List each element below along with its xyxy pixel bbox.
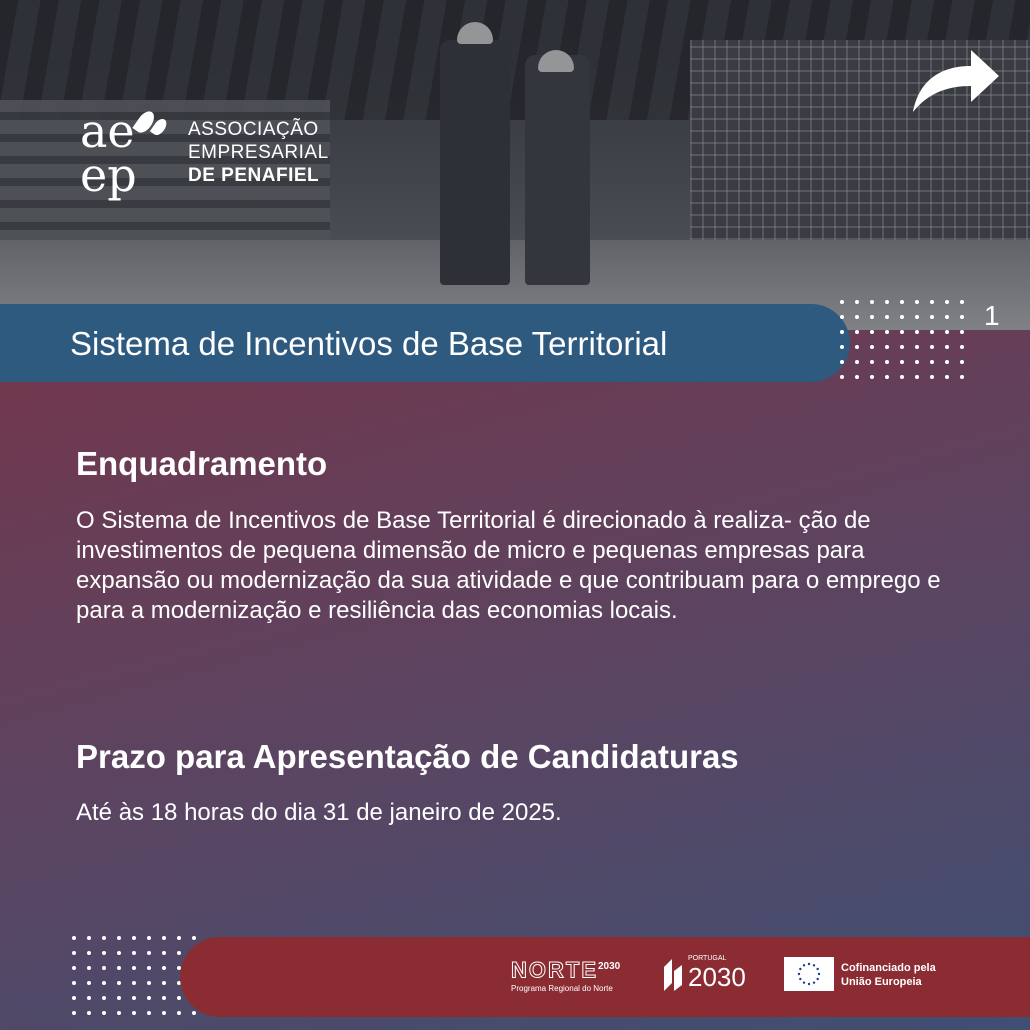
dot (930, 330, 934, 334)
dot (132, 966, 136, 970)
dot (72, 936, 76, 940)
dot (960, 360, 964, 364)
dot (117, 966, 121, 970)
dot (960, 345, 964, 349)
dot (102, 951, 106, 955)
dot (855, 360, 859, 364)
dot (945, 300, 949, 304)
logo-line-3: DE PENAFIEL (188, 165, 320, 186)
dot (900, 315, 904, 319)
dot (870, 315, 874, 319)
dot (930, 300, 934, 304)
dot (147, 951, 151, 955)
dot (132, 981, 136, 985)
dot (147, 966, 151, 970)
dot (102, 966, 106, 970)
eu-star (799, 968, 801, 970)
dot (147, 936, 151, 940)
dot (147, 981, 151, 985)
dot (945, 345, 949, 349)
eu-star (798, 973, 800, 975)
dot (87, 1011, 91, 1015)
dot (900, 375, 904, 379)
dot (945, 315, 949, 319)
dot (930, 360, 934, 364)
dot (960, 375, 964, 379)
dot (192, 1011, 196, 1015)
dot (117, 981, 121, 985)
dot (102, 1011, 106, 1015)
eu-star (803, 964, 805, 966)
dot (177, 1011, 181, 1015)
dot (885, 330, 889, 334)
dot (147, 996, 151, 1000)
dot (102, 996, 106, 1000)
norte-2030-logo (511, 955, 620, 993)
dot (915, 345, 919, 349)
norte-year-bottom: 30 (609, 961, 621, 972)
dot (840, 360, 844, 364)
dot (840, 315, 844, 319)
title-banner (0, 304, 850, 382)
dot (162, 981, 166, 985)
dot (930, 315, 934, 319)
eu-flag-icon (784, 957, 834, 991)
norte-subtitle: Programa Regional do Norte (511, 984, 613, 994)
dot (900, 345, 904, 349)
section-body-enquadramento: O Sistema de Incentivos de Base Territorial é direcionado à realiza- ção de investimentos de pequena dimensão de micro e pequenas empresas para expansão ou modernização da sua atividade e que contribuam para o emprego e para a modernização e resiliência das economias locais. (76, 507, 941, 624)
dot (177, 951, 181, 955)
dot (72, 1011, 76, 1015)
eu-star (808, 983, 810, 985)
dot (87, 966, 91, 970)
dot (72, 966, 76, 970)
dot (177, 996, 181, 1000)
eu-star (816, 968, 818, 970)
eu-star (813, 964, 815, 966)
aep-logo (80, 104, 329, 208)
dot (945, 330, 949, 334)
eu-star (803, 981, 805, 983)
section-body-prazo: Até às 18 horas do dia 31 de janeiro de 2025. (76, 799, 562, 826)
portugal-year: 2030 (688, 962, 746, 992)
dot (885, 300, 889, 304)
section-heading-enquadramento: Enquadramento (76, 445, 328, 482)
dot (900, 330, 904, 334)
dot (915, 360, 919, 364)
dot (855, 300, 859, 304)
dot (885, 315, 889, 319)
dot (900, 300, 904, 304)
norte-name: NORTE (511, 957, 598, 983)
eu-line-2: União Europeia (841, 976, 922, 988)
dot (162, 951, 166, 955)
logo-line-1: ASSOCIAÇÃO (188, 119, 319, 140)
share-arrow-icon[interactable] (905, 40, 1005, 120)
dot (960, 315, 964, 319)
dot (132, 936, 136, 940)
eu-star (799, 978, 801, 980)
dot (102, 936, 106, 940)
portugal-2030-icon (662, 957, 684, 991)
dot (87, 996, 91, 1000)
eu-star (818, 973, 820, 975)
eu-line-1: Cofinanciado pela (841, 962, 936, 974)
eu-star (813, 981, 815, 983)
monogram-bottom: ep (80, 148, 137, 202)
dot (870, 330, 874, 334)
logo-wordmark (188, 108, 329, 187)
dot (870, 360, 874, 364)
aep-monogram (80, 104, 170, 208)
dot (117, 996, 121, 1000)
dot (870, 300, 874, 304)
dot (915, 330, 919, 334)
dot (885, 345, 889, 349)
dot (132, 1011, 136, 1015)
dot (900, 360, 904, 364)
portugal-2030-logo (662, 955, 746, 991)
dot (930, 345, 934, 349)
dot (132, 996, 136, 1000)
dot (960, 300, 964, 304)
dot (132, 951, 136, 955)
dot (102, 981, 106, 985)
dot (840, 300, 844, 304)
dot (162, 966, 166, 970)
norte-wordmark (511, 955, 620, 982)
dot (915, 375, 919, 379)
dot (177, 936, 181, 940)
dot (930, 375, 934, 379)
dot (162, 936, 166, 940)
dot (117, 951, 121, 955)
eu-star (816, 978, 818, 980)
dot (117, 1011, 121, 1015)
dot (945, 360, 949, 364)
dot (162, 1011, 166, 1015)
dot (870, 375, 874, 379)
dot (87, 951, 91, 955)
dot (960, 330, 964, 334)
dot (855, 330, 859, 334)
dot (945, 375, 949, 379)
dot (192, 936, 196, 940)
dot (840, 375, 844, 379)
dot (117, 936, 121, 940)
eu-star (808, 963, 810, 965)
page-number: 1 (984, 300, 1000, 331)
dot (87, 981, 91, 985)
monogram-top: ae (80, 104, 135, 158)
dot (87, 936, 91, 940)
dot (855, 345, 859, 349)
dot (840, 330, 844, 334)
dot (885, 360, 889, 364)
section-heading-prazo: Prazo para Apresentação de Candidaturas (76, 738, 739, 775)
portugal-label: PORTUGAL (688, 955, 727, 962)
dot (72, 951, 76, 955)
dot (147, 1011, 151, 1015)
logo-line-2: EMPRESARIAL (188, 142, 329, 163)
dot (870, 345, 874, 349)
dot (885, 375, 889, 379)
page-title: Sistema de Incentivos de Base Territorial (70, 325, 668, 362)
norte-year-top: 20 (598, 961, 610, 972)
dot (915, 300, 919, 304)
dot (162, 996, 166, 1000)
dot (840, 345, 844, 349)
dot (855, 315, 859, 319)
eu-cofinancing-text (841, 961, 936, 989)
dot (72, 996, 76, 1000)
dot (72, 981, 76, 985)
dot (915, 315, 919, 319)
dot (855, 375, 859, 379)
